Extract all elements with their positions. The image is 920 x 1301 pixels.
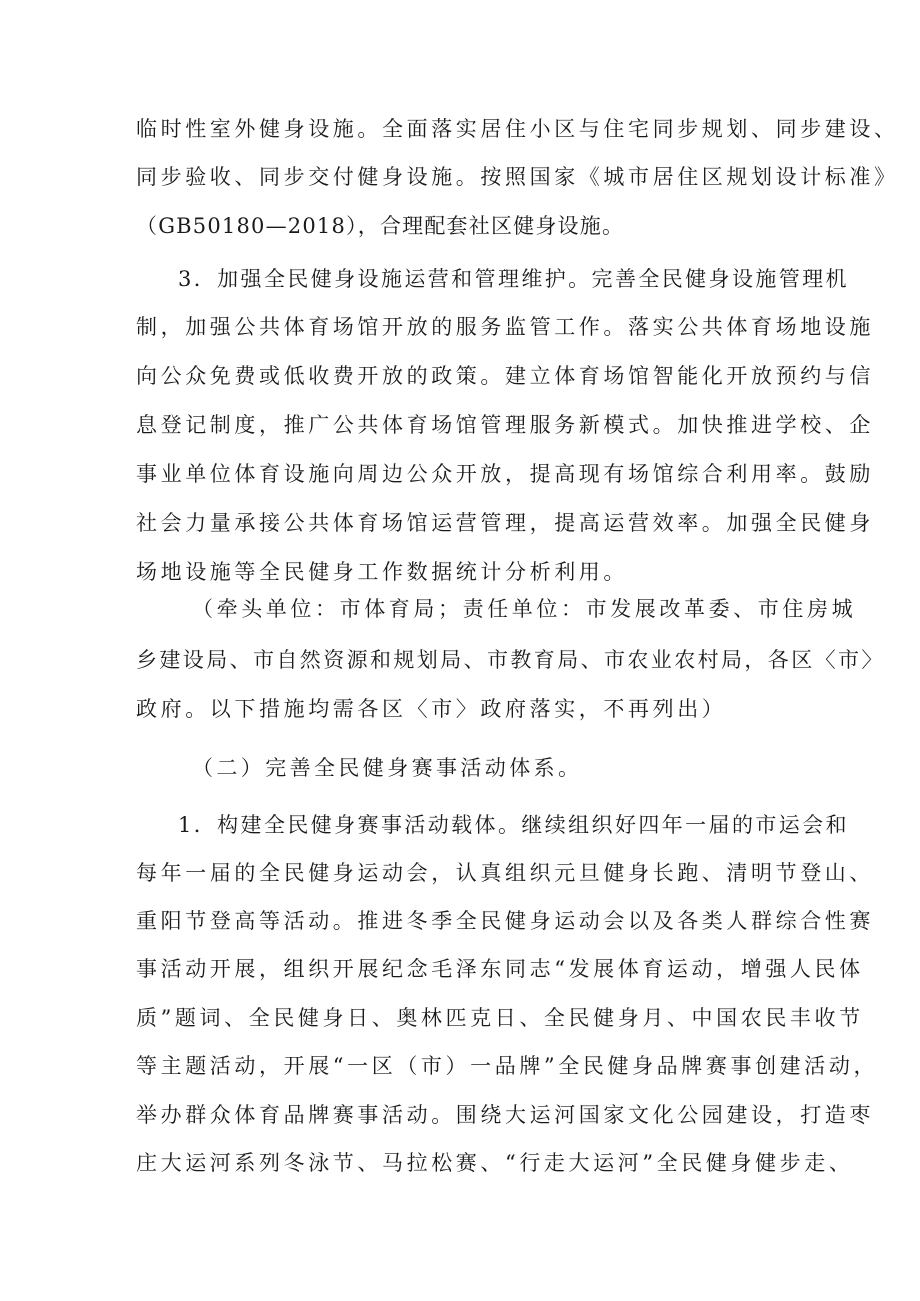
paragraph-start-line: 3．加强全民健身设施运营和管理维护。完善全民健身设施管理机	[178, 267, 849, 291]
text-line: 重阳节登高等活动。推进冬季全民健身运动会以及各类人群综合性赛	[136, 909, 874, 933]
text-line: 息登记制度，推广公共体育场馆管理服务新模式。加快推进学校、企	[136, 413, 874, 437]
text-line: 社会力量承接公共体育场馆运营管理，提高运营效率。加强全民健身	[136, 511, 874, 535]
paragraph-start-line: 1．构建全民健身赛事活动载体。继续组织好四年一届的市运会和	[178, 813, 849, 837]
text-line: 制，加强公共体育场馆开放的服务监管工作。落实公共体育场地设施	[136, 315, 874, 339]
section-heading: （二）完善全民健身赛事活动体系。	[192, 756, 583, 780]
text-line: 事业单位体育设施向周边公众开放，提高现有场馆综合利用率。鼓励	[136, 462, 874, 486]
text-line: 事活动开展，组织开展纪念毛泽东同志“发展体育运动，增强人民体	[136, 957, 864, 981]
text-line: 等主题活动，开展“一区（市）一品牌”全民健身品牌赛事创建活动，	[136, 1054, 879, 1078]
text-line: 场地设施等全民健身工作数据统计分析利用。	[136, 560, 628, 584]
text-line: 乡建设局、市自然资源和规划局、市教育局、市农业农村局，各区〈市〉	[136, 648, 885, 672]
text-line: 临时性室外健身设施。全面落实居住小区与住宅同步规划、同步建设、	[136, 117, 899, 141]
text-line: 质”题词、全民健身日、奥林匹克日、全民健身月、中国农民丰收节	[136, 1006, 864, 1030]
text-line: 每年一届的全民健身运动会，认真组织元旦健身长跑、清明节登山、	[136, 861, 874, 885]
responsible-units-line: （牵头单位：市体育局；责任单位：市发展改革委、市住房城	[192, 597, 857, 621]
text-line: （GB50180—2018），合理配套社区健身设施。	[136, 214, 625, 238]
text-line: 庄大运河系列冬泳节、马拉松赛、“行走大运河”全民健身健步走、	[136, 1151, 854, 1175]
text-line: 向公众免费或低收费开放的政策。建立体育场馆智能化开放预约与信	[136, 364, 874, 388]
text-line: 同步验收、同步交付健身设施。按照国家《城市居住区规划设计标准》	[136, 165, 899, 189]
text-line: 举办群众体育品牌赛事活动。围绕大运河国家文化公园建设，打造枣	[136, 1103, 874, 1127]
text-line: 政府。以下措施均需各区〈市〉政府落实，不再列出）	[136, 697, 727, 721]
